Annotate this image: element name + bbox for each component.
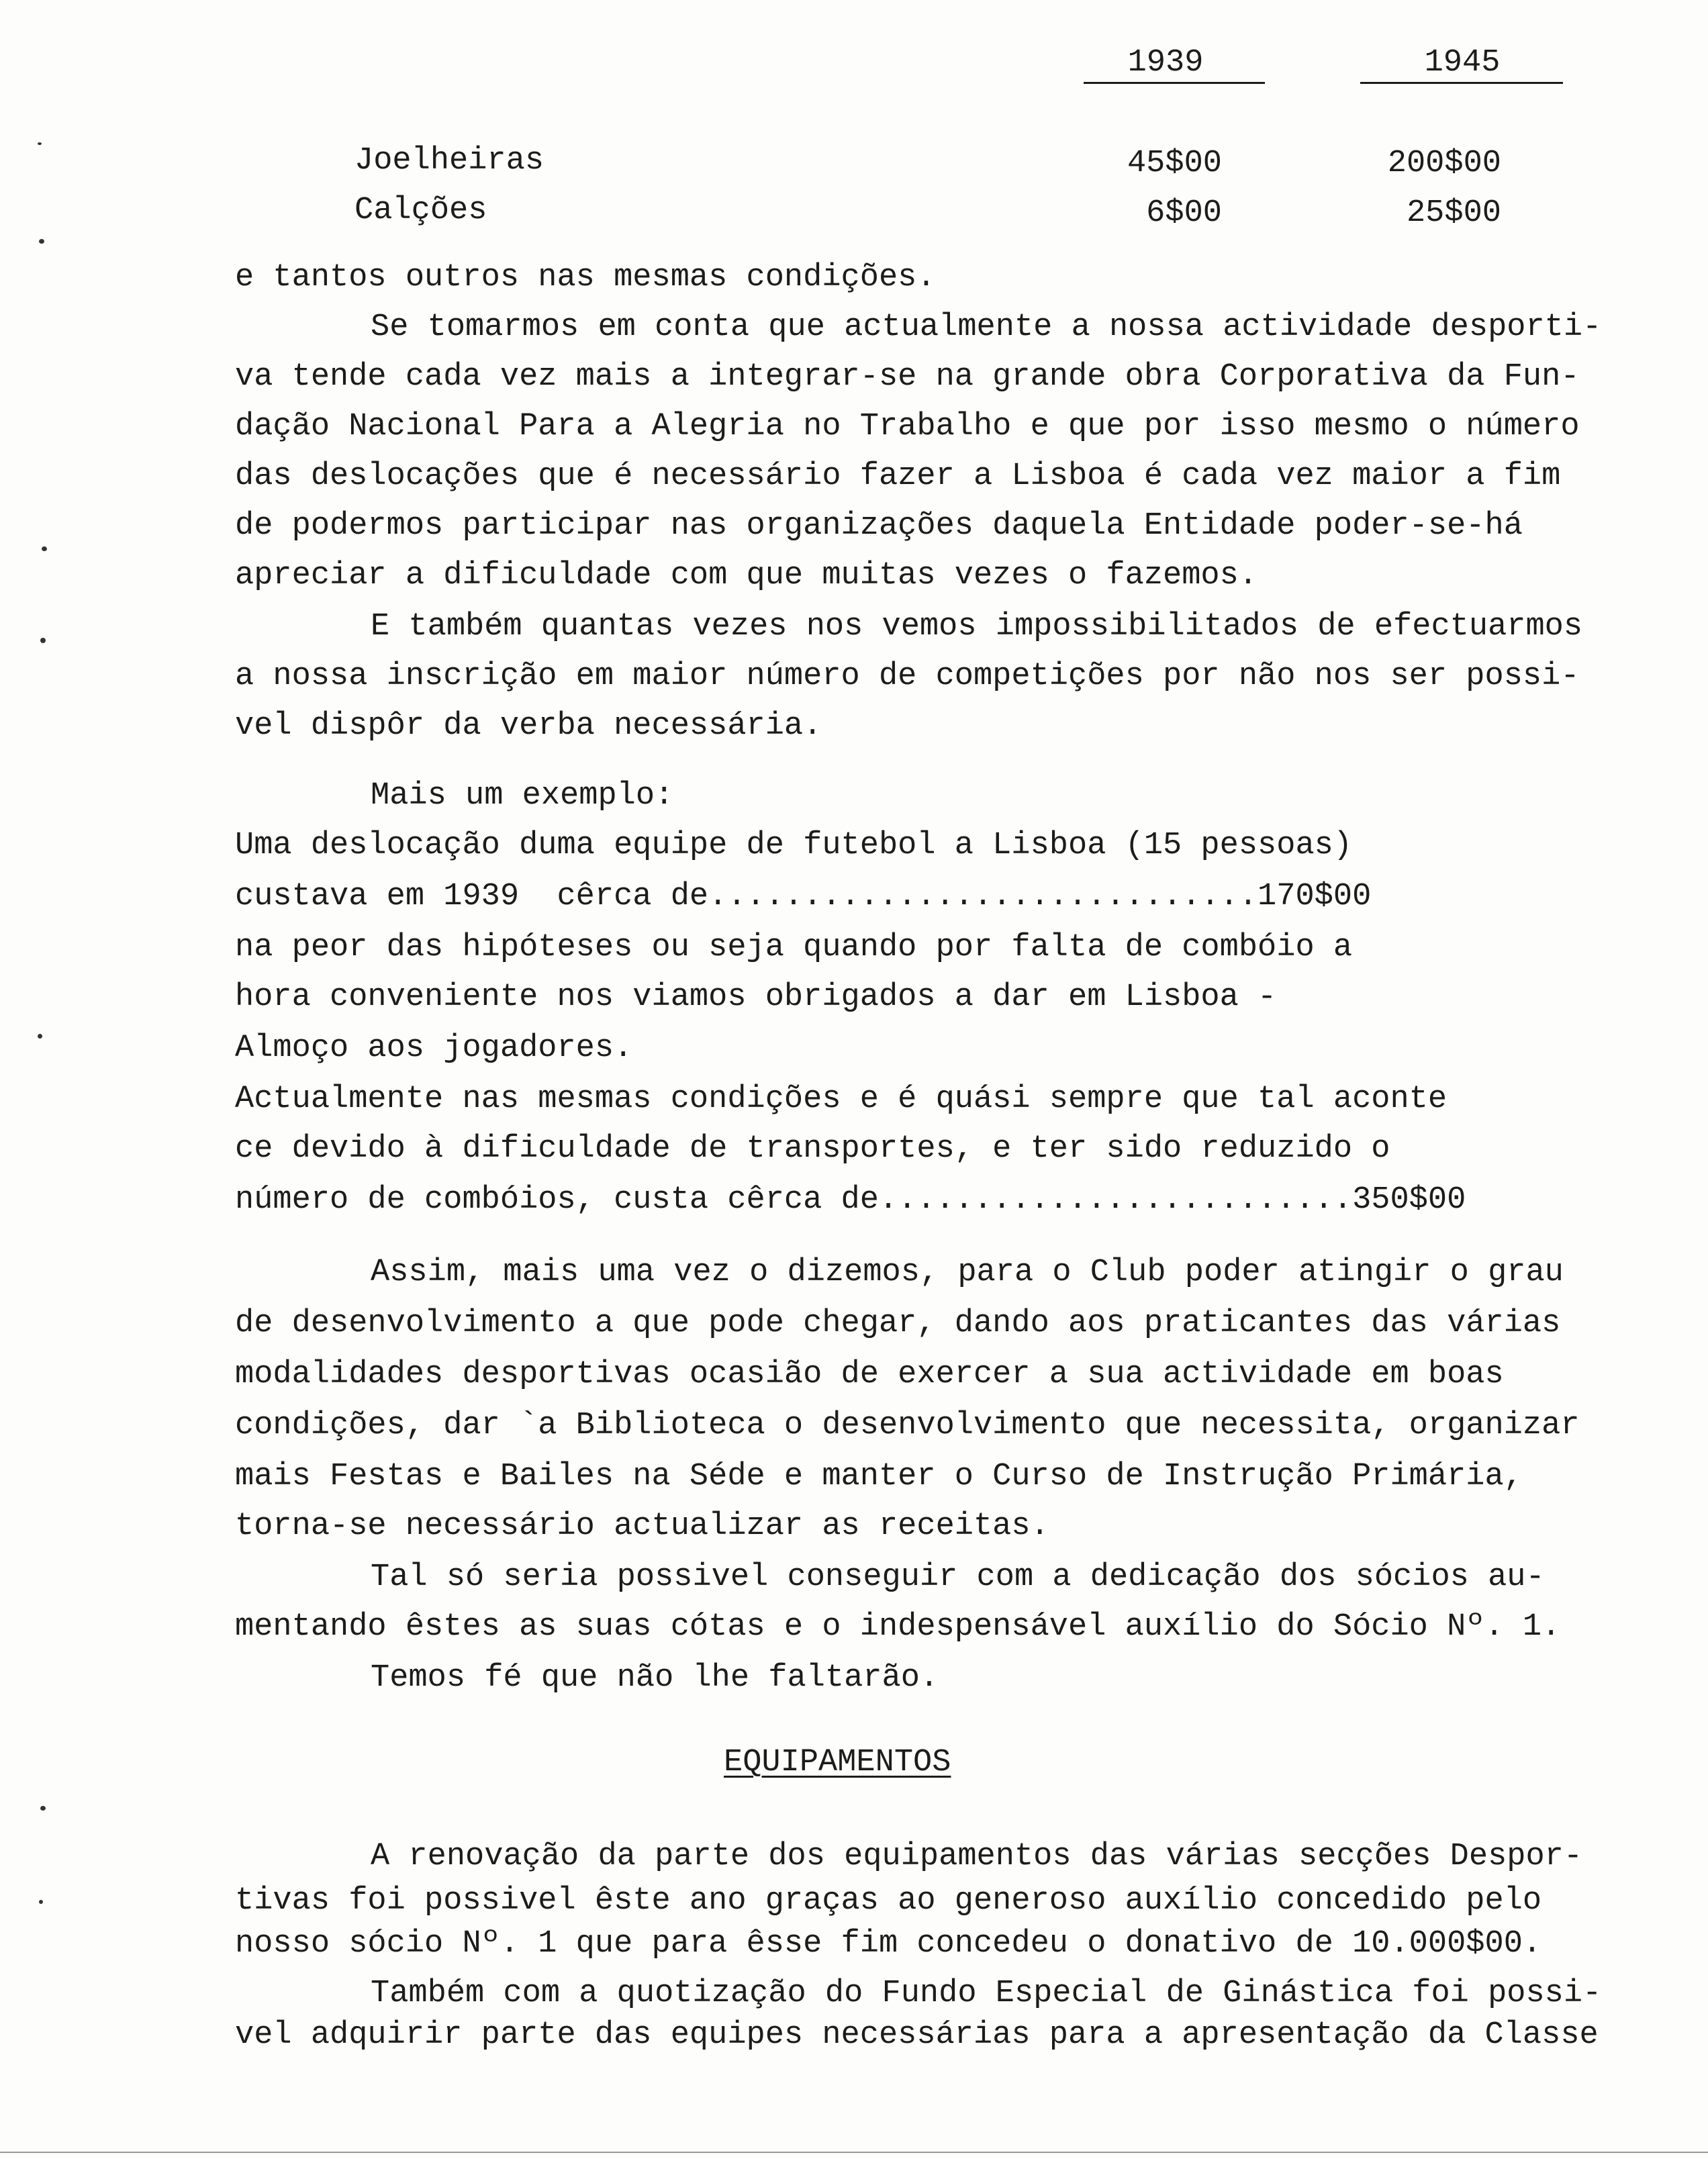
year-header-rule [1084,82,1265,84]
text-line: vel adquirir parte das equipes necessárias para a apresentação da Classe [235,2017,1599,2053]
table-row-value-1939: 6$00 [1146,195,1222,231]
text-line: E também quantas vezes nos vemos impossibilitados de efectuarmos [371,609,1583,644]
text-line: nosso sócio Nº. 1 que para êsse fim concedeu o donativo de 10.000$00. [235,1926,1542,1962]
scan-speck [40,1806,46,1811]
text-line: de podermos participar nas organizações daquela Entidade poder-se-há [235,508,1523,544]
text-line: na peor das hipóteses ou seja quando por falta de combóio a [235,930,1353,965]
text-line: mais Festas e Bailes na Séde e manter o Curso de Instrução Primária, [235,1459,1523,1494]
year-header-1945: 1945 [1424,45,1501,81]
text-line: Temos fé que não lhe faltarão. [371,1660,939,1696]
text-line: A renovação da parte dos equipamentos das várias secções Despor- [371,1839,1583,1874]
text-line: tivas foi possivel êste ano graças ao generoso auxílio concedido pelo [235,1883,1542,1919]
table-row-item: Joelheiras [354,143,544,179]
text-line: Actualmente nas mesmas condições e é quási sempre que tal aconte [235,1082,1448,1117]
text-line: Tal só seria possivel conseguir com a dedicação dos sócios au- [371,1560,1545,1595]
text-line: Assim, mais uma vez o dizemos, para o Club poder atingir o grau [371,1255,1564,1290]
text-line: e tantos outros nas mesmas condições. [235,260,936,295]
text-line: número de combóios, custa cêrca de.........................350$00 [235,1182,1466,1218]
text-line: Se tomarmos em conta que actualmente a nossa actividade desporti- [371,309,1602,345]
text-line: Uma deslocação duma equipe de futebol a Lisboa (15 pessoas) [235,828,1353,863]
section-heading: EQUIPAMENTOS [724,1745,951,1780]
scan-speck [39,1900,43,1904]
table-row-item: Calções [354,193,487,228]
text-line: mentando êstes as suas cótas e o indespensável auxílio do Sócio Nº. 1. [235,1609,1561,1645]
text-line: Almoço aos jogadores. [235,1030,633,1066]
text-line: custava em 1939 cêrca de.............................170$00 [235,879,1372,914]
year-header-rule [1360,82,1563,84]
text-line: dação Nacional Para a Alegria no Trabalho e que por isso mesmo o número [235,409,1580,444]
text-line: de desenvolvimento a que pode chegar, dando aos praticantes das várias [235,1306,1561,1341]
text-line: va tende cada vez mais a integrar-se na grande obra Corporativa da Fun- [235,359,1580,395]
table-row-value-1945: 25$00 [1406,195,1501,231]
text-line: vel dispôr da verba necessária. [235,708,822,744]
page-bottom-edge [0,2152,1708,2153]
scan-speck [39,239,44,244]
text-line: modalidades desportivas ocasião de exercer a sua actividade em boas [235,1357,1504,1392]
text-line: ce devido à dificuldade de transportes, e ter sido reduzido o [235,1131,1390,1167]
scan-speck [38,142,42,145]
year-header-1939: 1939 [1127,45,1204,81]
text-line: apreciar a dificuldade com que muitas vezes o fazemos. [235,558,1258,593]
scan-speck [38,1034,42,1039]
text-line: Também com a quotização do Fundo Especial de Ginástica foi possi- [371,1976,1602,2011]
text-line: a nossa inscrição em maior número de competições por não nos ser possi- [235,659,1580,694]
text-line: condições, dar `a Biblioteca o desenvolvimento que necessita, organizar [235,1408,1580,1443]
table-row-value-1939: 45$00 [1127,146,1222,181]
text-line: das deslocações que é necessário fazer a Lisboa é cada vez maior a fim [235,459,1561,494]
table-row-value-1945: 200$00 [1387,146,1501,181]
text-line: torna-se necessário actualizar as receitas. [235,1508,1049,1544]
text-line: Mais um exemplo: [371,778,674,814]
scan-speck [40,638,46,643]
scan-speck [42,546,47,551]
text-line: hora conveniente nos viamos obrigados a dar em Lisboa - [235,979,1277,1015]
